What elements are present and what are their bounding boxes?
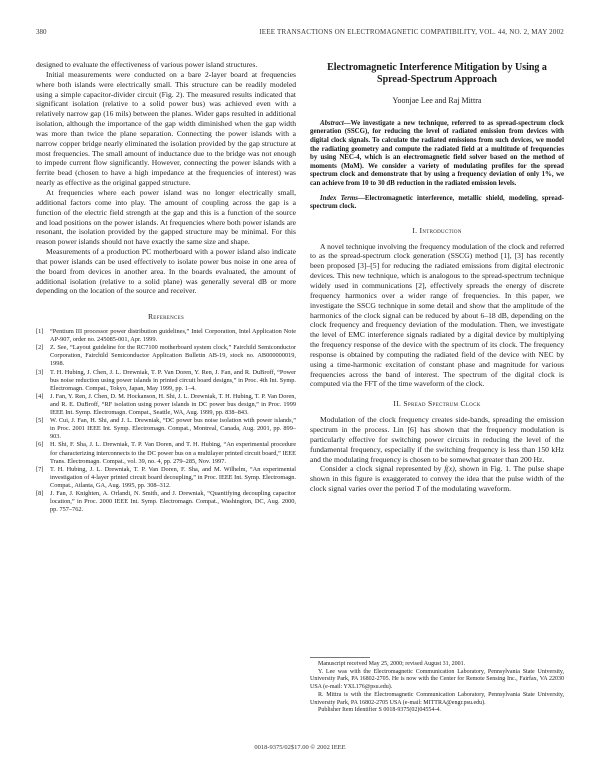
- math-T: T: [416, 484, 421, 494]
- paragraph-initial-measurements: Initial measurements were conducted on a bare 2-layer board at frequencies where both islands were electrically small. This structure can be readily modeled using a simple capacitor-divider circuit (Fig. 2). The measured results indicated that significant isolation (relative to a solid power bus) was achieved even with a relatively narrow gap (16 mils) between the planes. Wider gaps resulted in additional isolation, although the importance of the gap width diminished when the gap width was more than twice the plane separation. Connecting the power islands with a narrow copper bridge nearly eliminated the isolation provided by the gap structure at most frequencies. The small amount of inductance due to the bridge was not enough to impede current flow significantly. However, connecting the power islands with a ferrite bead (chosen to have a high impedance at the frequencies of interest) was nearly as effective as the original gapped structure.: [36, 69, 296, 188]
- paragraph-introduction: A novel technique involving the frequency modulation of the clock and referred to as the spread-spectrum clock generation (SSCG) method [1], [3] has recently been proposed [3]–[5] for reducing the radiated emissions from digital electronic devices. This new technique, which is analogous to the spread-spectrum technique widely used in communications [2], effectively spreads the energy of discrete frequency harmonics over a wider range of frequencies. In this paper, we investigate the SSCG technique in some detail and show that the amplitude of the harmonics of the clock signal can be reduced by about 6–18 dB, depending on the clock frequency and frequency deviation of the modulation. Then, we investigate the level of EMC interference signals radiated by a digital device by multiplying the frequency response of the device with the spectrum of its clock. The frequency response is obtained by computing the radiated field of the device with NEC by using a time-harmonic excitation of constant phase and magnitude for various frequencies across the band of interest. The spectrum of the digital clock is computed via the FFT of the time waveform of the clock.: [310, 241, 564, 389]
- reference-number: [4]: [36, 392, 44, 400]
- reference-text: “Pentium III processor power distribution guidelines,” Intel Corporation, Intel Application Note AP-907, order no. 245085-001, Apr. 1999.: [50, 328, 296, 344]
- reference-number: [6]: [36, 441, 44, 449]
- references-heading: References: [147, 312, 185, 322]
- article-authors: Yoonjae Lee and Raj Mittra: [392, 96, 482, 105]
- footnote-rule: [310, 657, 370, 658]
- reference-number: [7]: [36, 465, 44, 473]
- reference-text: W. Cui, J. Fan, H. Shi, and J. L. Drewniak, “DC power bus noise isolation with power islands,” in Proc. 2001 IEEE Int. Symp. Electromagn. Compat., Montreal, Canada, Aug. 2001, pp. 899–903.: [50, 417, 296, 441]
- index-terms-label: Index Terms—: [320, 194, 365, 202]
- reference-item: [36, 490, 296, 514]
- reference-text: T. H. Hubing, J. Chen, J. L. Drewniak, T. P. Van Doren, Y. Ren, J. Fan, and R. DuBroff, “Power bus noise reduction using power islands in printed circuit board designs,” in Proc. 4th Int. Symp. Electromagn. Compat., Tokyo, Japan, May 1999, pp. 1–4.: [50, 368, 296, 392]
- math-fx: f(x): [444, 464, 455, 474]
- journal-title: IEEE TRANSACTIONS ON ELECTROMAGNETIC COMPATIBILITY, VOL. 44, NO. 2, MAY 2002: [259, 28, 564, 36]
- reference-number: [5]: [36, 417, 44, 425]
- reference-item: [36, 369, 296, 393]
- paragraph-clock-signal: [310, 464, 564, 494]
- article-title: Electromagnetic Interference Mitigation by Using a Spread-Spectrum Approach: [327, 62, 547, 85]
- footnote-publisher-id: Publisher Item Identifier S 0018-9375(02)04554-4.: [318, 707, 441, 714]
- footnote-manuscript: Manuscript received May 25, 2000; revised August 31, 2001.: [318, 661, 466, 667]
- reference-number: [3]: [36, 368, 44, 376]
- reference-item: [36, 393, 296, 417]
- page-number: 380: [36, 28, 47, 36]
- abstract-text: We investigate a new technique, referred to as spread-spectrum clock generation (SSCG), for reducing the level of radiated emission from devices with digital clock signals. To calculate the radiated emissions from such devices, we model the radiating geometry and compute the radiated field at a multitude of frequencies by using NEC-4, which is an electromagnetic field solver based on the method of moments (MoM). We consider a variety of modulating profiles for the spread spectrum clock and demonstrate that by using a frequency deviation of only 1%, we can achieve from 10 to 30 dB reduction in the radiated emission levels.: [310, 119, 564, 187]
- abstract-label: Abstract—: [320, 119, 351, 127]
- reference-item: [36, 328, 296, 344]
- reference-number: [1]: [36, 328, 44, 336]
- left-column: [36, 60, 296, 514]
- reference-item: [36, 344, 296, 368]
- paragraph-frequencies: At frequencies where each power island was no longer electrically small, additional factors come into play. The amount of coupling across the gap is a function of the electric field strength at the gap and this is a function of the source and load positions on the power islands. At frequencies where both power islands are resonant, the isolation provided by the gapped structure may be minimal. For this reason power islands should not have exactly the same size and shape.: [36, 187, 296, 247]
- reference-text: Z. See, “Layout guideline for the RC7100 motherboard system clock,” Fairchild Semiconductor Corporation, Fairchild Semiconductor Application Bulletin AB-19, stock no. AB000000019, 1998.: [50, 344, 296, 368]
- reference-item: [36, 466, 296, 490]
- text-fragment: of the modulating waveform.: [422, 484, 512, 494]
- abstract: [310, 120, 564, 189]
- right-column: [310, 60, 564, 494]
- reference-number: [8]: [36, 489, 44, 497]
- index-terms-text: Electromagnetic interference, metallic shield, modeling, spread-spectrum clock.: [310, 194, 564, 211]
- reference-text: H. Shi, F. Sha, J. L. Drewniak, T. P. Van Doren, and T. H. Hubing, “An experimental procedure for characterizing interconnects to the DC power bus on a multilayer printed circuit board,” IEEE Trans. Electromagn. Compat., vol. 39, no. 4, pp. 279–285, Nov. 1997.: [50, 441, 296, 465]
- index-terms: [310, 195, 564, 212]
- paragraph-modulation: Modulation of the clock frequency creates side-bands, spreading the emission spectrum in the process. Lin [6] has shown that the frequency modulation is particularly effective for switching power circuits in reducing the level of the fundamental frequency, especially if the switching frequency is less than 150 kHz and the modulating frequency is chosen to be somewhat greater than 200 Hz.: [310, 415, 564, 464]
- footnote-author-mittra: R. Mittra is with the Electromagnetic Communication Laboratory, Pennsylvania State University, University Park, PA 16802-2705 USA (e-mail: MITTRA@engr.psu.edu).: [310, 691, 564, 706]
- footnote-author-lee: Y. Lee was with the Electromagnetic Communication Laboratory, Pennsylvania State University, University Park, PA 16802-2705. He is now with the Center for Remote Sensing Inc., Fairfax, VA 22030 USA (e-mail: YXL176@psu.edu).: [310, 668, 564, 691]
- reference-text: J. Fan, J. Knighten, A. Orlandi, N. Smith, and J. Drewniak, “Quantifying decoupling capacitor location,” in Proc. 2000 IEEE Int. Symp. Electromagn. Compat., Washington, DC, Aug. 2000, pp. 757–762.: [50, 489, 296, 514]
- reference-item: [36, 417, 296, 441]
- paragraph-continuation: designed to evaluate the effectiveness of various power island structures.: [36, 60, 258, 69]
- section-heading-spread-spectrum: II. Spread Spectrum Clock: [393, 399, 481, 409]
- text-fragment: Consider a clock signal represented by: [320, 464, 442, 474]
- reference-text: J. Fan, Y. Ren, J. Chen, D. M. Hockanson, H. Shi, J. L. Drewniak, T. H. Hubing, T. P. Van Doren, and R. E. DuBroff, “RF isolation using power islands in DC power bus design,” in Proc. 1999 IEEE Int. Symp. Electromagn. Compat., Seattle, WA, Aug. 1999, pp. 838–843.: [50, 392, 296, 417]
- paragraph-motherboard: Measurements of a production PC motherboard with a power island also indicate that power islands can be used effectively to isolate power bus noise in one area of the board from devices in another area. In the boards evaluated, the amount of additional isolation (relative to a solid plane) was generally several dB or more depending on the location of the source and receiver.: [36, 247, 296, 296]
- copyright-line: 0018-9375/02$17.00 © 2002 IEEE: [254, 744, 346, 751]
- reference-list: [36, 328, 296, 514]
- reference-number: [2]: [36, 344, 44, 352]
- section-heading-introduction: I. Introduction: [412, 225, 462, 235]
- footnote-block: [310, 657, 564, 715]
- reference-text: T. H. Hubing, J. L. Drewniak, T. P. Van Doren, F. Sha, and M. Wilhelm, “An experimental investigation of 4-layer printed circuit board decoupling,” in Proc. IEEE Int. Symp. Electromagn. Compat., Atlanta, GA, Aug. 1995, pp. 308–312.: [50, 465, 296, 489]
- reference-item: [36, 441, 296, 465]
- text-fragment: , shown in Fig. 1. The pulse shape shown in this figure is exaggerated to convey the idea that the pulse width of the clock signal varies over the period: [310, 464, 564, 494]
